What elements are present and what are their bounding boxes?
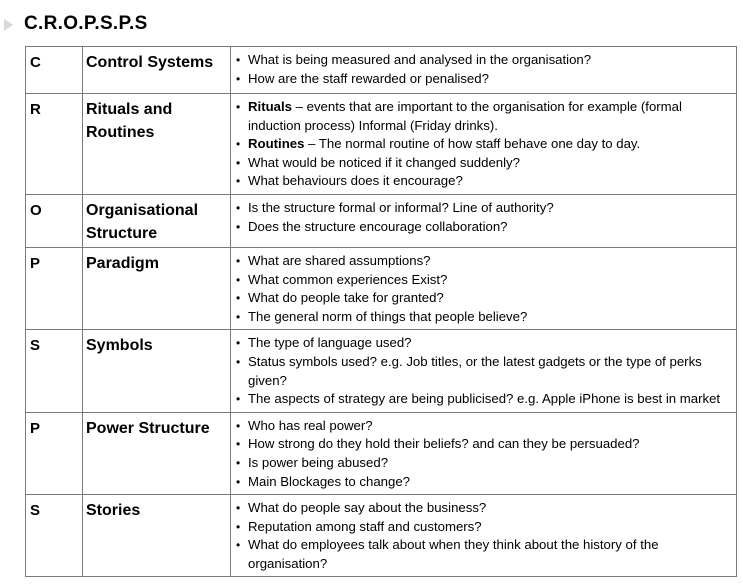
paragraph-marker-icon <box>4 19 13 31</box>
table-row <box>26 330 737 412</box>
list-item <box>234 271 734 290</box>
list-item <box>234 390 734 409</box>
row-letter: O <box>26 194 83 247</box>
bullet-text: Who has real power? <box>248 417 373 433</box>
list-item <box>234 199 734 218</box>
table-row <box>26 47 737 94</box>
bullet-icon: • <box>236 474 241 489</box>
bullet-text: The type of language used? <box>248 335 412 351</box>
row-description <box>231 47 737 94</box>
bullet-list <box>234 417 734 491</box>
bullet-icon: • <box>236 437 241 452</box>
list-item <box>234 353 734 390</box>
list-item <box>234 499 734 518</box>
bullet-lead: Routines <box>248 136 305 152</box>
bullet-list <box>234 334 734 408</box>
bullet-text: What are shared assumptions? <box>248 252 431 268</box>
list-item <box>234 218 734 237</box>
table-body <box>26 47 737 577</box>
bullet-icon: • <box>236 219 241 234</box>
row-description <box>231 495 737 577</box>
bullet-text: What do employees talk about when they think about the history of the organisation? <box>248 537 659 571</box>
table-row <box>26 247 737 329</box>
table-row <box>26 194 737 247</box>
row-name: Power Structure <box>83 412 231 494</box>
bullet-text: Is the structure formal or informal? Line of authority? <box>248 199 554 215</box>
bullet-icon: • <box>236 100 241 114</box>
bullet-text: What common experiences Exist? <box>248 271 448 287</box>
bullet-text: Reputation among staff and customers? <box>248 518 482 534</box>
bullet-list <box>234 98 734 191</box>
bullet-text: What would be noticed if it changed suddenly? <box>248 154 520 170</box>
bullet-text: Is power being abused? <box>248 454 389 470</box>
list-item <box>234 435 734 454</box>
list-item <box>234 473 734 492</box>
bullet-list <box>234 252 734 326</box>
bullet-icon: • <box>236 155 241 170</box>
list-item <box>234 518 734 537</box>
bullet-text: – The normal routine of how staff behave one day to day. <box>304 136 641 152</box>
row-letter: R <box>26 94 83 195</box>
list-item <box>234 308 734 327</box>
row-name: Symbols <box>83 330 231 412</box>
row-description <box>231 412 737 494</box>
bullet-icon: • <box>236 253 241 268</box>
list-item <box>234 135 734 154</box>
title-row <box>4 10 148 38</box>
list-item <box>234 289 734 308</box>
bullet-icon: • <box>236 418 241 433</box>
row-letter: S <box>26 495 83 577</box>
bullet-icon: • <box>236 455 241 470</box>
table-row <box>26 94 737 195</box>
list-item <box>234 154 734 173</box>
bullet-icon: • <box>236 53 241 67</box>
bullet-text: What is being measured and analysed in the organisation? <box>248 52 592 67</box>
row-letter: C <box>26 47 83 94</box>
bullet-text: What behaviours does it encourage? <box>248 173 463 189</box>
bullet-list <box>234 199 734 236</box>
row-name: Organisational Structure <box>83 194 231 247</box>
bullet-lead: Rituals <box>248 99 292 114</box>
page-title: C.R.O.P.S.P.S <box>24 13 148 34</box>
bullet-text: How are the staff rewarded or penalised? <box>248 70 489 86</box>
bullet-icon: • <box>236 501 241 516</box>
list-item <box>234 417 734 436</box>
list-item <box>234 51 734 70</box>
bullet-icon: • <box>236 291 241 306</box>
table-row <box>26 412 737 494</box>
bullet-icon: • <box>236 71 241 86</box>
row-letter: P <box>26 247 83 329</box>
cropsps-table <box>25 46 737 577</box>
bullet-icon: • <box>236 538 241 553</box>
list-item <box>234 172 734 191</box>
list-item <box>234 98 734 135</box>
list-item <box>234 70 734 89</box>
row-description <box>231 94 737 195</box>
list-item <box>234 334 734 353</box>
bullet-icon: • <box>236 137 241 152</box>
bullet-text: The aspects of strategy are being publicised? e.g. Apple iPhone is best in market <box>248 391 721 407</box>
bullet-text: – events that are important to the organisation for example (formal induction process) Informal (Friday drinks). <box>248 99 682 133</box>
bullet-icon: • <box>236 309 241 324</box>
bullet-list <box>234 51 734 88</box>
bullet-text: How strong do they hold their beliefs? and can they be persuaded? <box>248 436 640 452</box>
row-description <box>231 194 737 247</box>
row-letter: P <box>26 412 83 494</box>
row-name: Paradigm <box>83 247 231 329</box>
table-row <box>26 495 737 577</box>
bullet-text: Status symbols used? e.g. Job titles, or the latest gadgets or the type of perks given? <box>248 353 702 388</box>
list-item <box>234 252 734 271</box>
bullet-icon: • <box>236 272 241 287</box>
bullet-text: What do people say about the business? <box>248 500 487 516</box>
bullet-text: Does the structure encourage collaboration? <box>248 218 508 234</box>
bullet-icon: • <box>236 200 241 215</box>
bullet-icon: • <box>236 174 241 189</box>
row-name: Control Systems <box>83 47 231 94</box>
bullet-icon: • <box>236 336 241 351</box>
bullet-icon: • <box>236 519 241 534</box>
bullet-text: Main Blockages to change? <box>248 473 411 489</box>
list-item <box>234 454 734 473</box>
bullet-text: What do people take for granted? <box>248 290 444 306</box>
row-name: Rituals and Routines <box>83 94 231 195</box>
bullet-text: The general norm of things that people believe? <box>248 308 528 324</box>
bullet-icon: • <box>236 354 241 369</box>
row-description <box>231 247 737 329</box>
row-description <box>231 330 737 412</box>
row-name: Stories <box>83 495 231 577</box>
list-item <box>234 536 734 573</box>
row-letter: S <box>26 330 83 412</box>
bullet-icon: • <box>236 392 241 407</box>
bullet-list <box>234 499 734 573</box>
